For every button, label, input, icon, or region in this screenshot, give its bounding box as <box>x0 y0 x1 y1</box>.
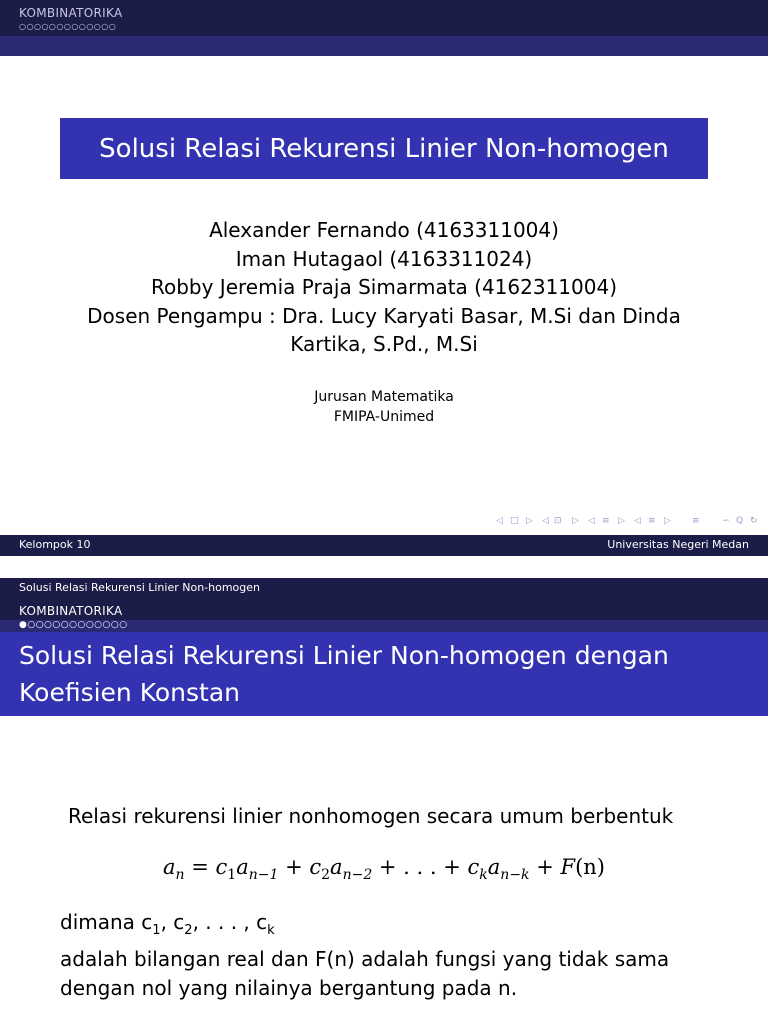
nav-next-subsection-icon[interactable]: ▷ <box>572 516 579 526</box>
institution-line: FMIPA-Unimed <box>333 409 435 425</box>
intro-text: Relasi rekurensi linier nonhomogen secara umum berbentuk <box>68 804 674 828</box>
page-gap <box>0 556 768 578</box>
header-subbar <box>0 36 768 56</box>
presentation-title: Solusi Relasi Rekurensi Linier Non-homogen <box>99 133 669 164</box>
body-text <box>60 908 669 1003</box>
nav-frame-icon[interactable]: □ <box>510 516 519 526</box>
footer-talk-title: Solusi Relasi Rekurensi Linier Non-homogen <box>19 581 261 594</box>
header-bar <box>0 600 768 620</box>
nav-prev-section-icon[interactable]: ◁ <box>588 516 595 526</box>
nav-search-icon[interactable]: Q <box>736 516 744 526</box>
footer-group: Kelompok 10 <box>19 538 91 551</box>
nav-prev-document-icon[interactable]: ◁ <box>634 516 641 526</box>
header-section-title[interactable]: KOMBINATORIKA <box>19 6 123 20</box>
nav-refresh-icon[interactable]: ↻ <box>750 516 758 526</box>
body-line: adalah bilangan real dan F(n) adalah fungsi yang tidak sama <box>60 947 670 971</box>
header-progress-dots[interactable]: ○○○○○○○○○○○○○ <box>19 22 117 31</box>
frame-title-line: Solusi Relasi Rekurensi Linier Non-homogen dengan <box>19 641 669 670</box>
body-line: dengan nol yang nilainya bergantung pada n. <box>60 976 518 1000</box>
nav-section-icon[interactable]: ≡ <box>602 516 610 526</box>
nav-next-section-icon[interactable]: ▷ <box>618 516 625 526</box>
nav-subsection-icon[interactable]: ⊡ <box>554 516 562 526</box>
nav-next-frame-icon[interactable]: ▷ <box>526 516 533 526</box>
footer-bar <box>0 535 768 556</box>
header-bar <box>0 0 768 36</box>
nav-prev-subsection-icon[interactable]: ◁ <box>542 516 549 526</box>
body-line: dimana $c_1$, $c_2$, . . . , $c_k$ <box>60 910 275 938</box>
recurrence-formula: $a_n = c_1a_{n-1} + c_2a_{n-2}$ + . . . + $c_ka_{n-k} + F(n)$ <box>163 855 605 884</box>
author-line: Dosen Pengampu : Dra. Lucy Karyati Basar, M.Si dan Dinda <box>87 303 681 328</box>
footer-university: Universitas Negeri Medan <box>607 538 749 551</box>
frame-title-line: Koefisien Konstan <box>19 678 240 707</box>
author-line: Kartika, S.Pd., M.Si <box>290 332 478 356</box>
nav-prev-frame-icon[interactable]: ◁ <box>496 516 503 526</box>
nav-document-icon[interactable]: ≡ <box>648 516 656 526</box>
header-dots-bar <box>0 620 768 632</box>
presentation-title-box <box>60 118 708 179</box>
institution-block <box>0 387 768 427</box>
author-line: Alexander Fernando (4163311004) <box>209 218 559 242</box>
nav-toc-icon[interactable]: ≡ <box>692 516 700 526</box>
author-line: Iman Hutagaol (4163311024) <box>235 246 533 271</box>
institution-line: Jurusan Matematika <box>314 389 454 405</box>
slide-content <box>0 578 768 1024</box>
author-block <box>0 216 768 359</box>
nav-next-document-icon[interactable]: ▷ <box>664 516 671 526</box>
nav-back-icon[interactable]: ∽ <box>722 516 730 526</box>
frame-title <box>0 632 768 716</box>
footer-title-bar <box>0 578 768 600</box>
header-progress-dots[interactable]: ●○○○○○○○○○○○○ <box>19 620 128 630</box>
author-line: Robby Jeremia Praja Simarmata (4162311004) <box>150 275 618 299</box>
beamer-navigation <box>496 516 762 528</box>
header-section-title[interactable]: KOMBINATORIKA <box>19 604 123 618</box>
